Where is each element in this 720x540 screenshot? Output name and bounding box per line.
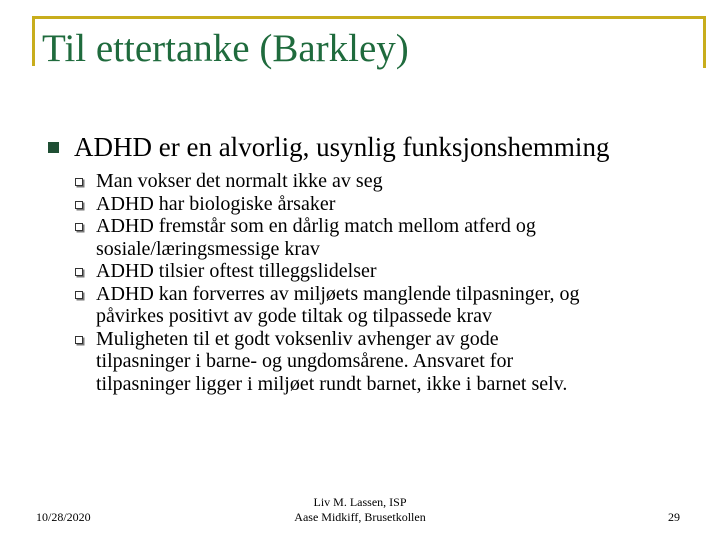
- sub-point-line: påvirkes positivt av gode tiltak og tilpassede krav: [96, 305, 493, 327]
- title-frame-left-border: [32, 16, 35, 66]
- sub-point: [72, 215, 702, 260]
- main-point: ADHD er en alvorlig, usynlig funksjonshemming: [74, 132, 610, 162]
- checkbox-bullet-icon: [75, 201, 83, 209]
- sub-point-line: Man vokser det normalt ikke av seg: [96, 170, 383, 192]
- checkbox-bullet-icon: [75, 223, 83, 231]
- sub-point-line: sosiale/læringsmessige krav: [96, 237, 320, 260]
- footer-author: [260, 495, 460, 525]
- footer-author-line1: Liv M. Lassen, ISP: [313, 495, 407, 509]
- slide-title: Til ettertanke (Barkley): [42, 27, 409, 70]
- sub-point-line: ADHD har biologiske årsaker: [96, 192, 336, 215]
- sub-point-line: tilpasninger i barne- og ungdomsårene. Ansvaret for: [96, 350, 514, 372]
- checkbox-bullet-icon: [75, 336, 83, 344]
- checkbox-bullet-icon: [75, 291, 83, 299]
- sub-point: [72, 328, 702, 396]
- sub-point-line: Muligheten til et godt voksenliv avhenger av gode: [96, 327, 499, 350]
- sub-point-list: [72, 170, 702, 395]
- sub-point: [72, 170, 702, 193]
- sub-point: [72, 283, 702, 328]
- sub-point: [72, 193, 702, 216]
- checkbox-bullet-icon: [75, 268, 83, 276]
- title-frame-right-border: [703, 16, 706, 68]
- footer-author-line2: Aase Midkiff, Brusetkollen: [294, 510, 426, 524]
- page-number: 29: [668, 510, 680, 524]
- checkbox-bullet-icon: [75, 178, 83, 186]
- sub-point-line: ADHD tilsier oftest tilleggslidelser: [96, 260, 377, 282]
- square-bullet-icon: [48, 142, 59, 153]
- sub-point: [72, 260, 702, 283]
- sub-point-line: ADHD kan forverres av miljøets manglende tilpasninger, og: [96, 282, 580, 305]
- sub-point-line: ADHD fremstår som en dårlig match mellom atferd og: [96, 215, 536, 237]
- title-frame-top-border: [32, 16, 706, 19]
- sub-point-line: tilpasninger ligger i miljøet rundt barnet, ikke i barnet selv.: [96, 372, 568, 395]
- footer-date: 10/28/2020: [36, 510, 91, 524]
